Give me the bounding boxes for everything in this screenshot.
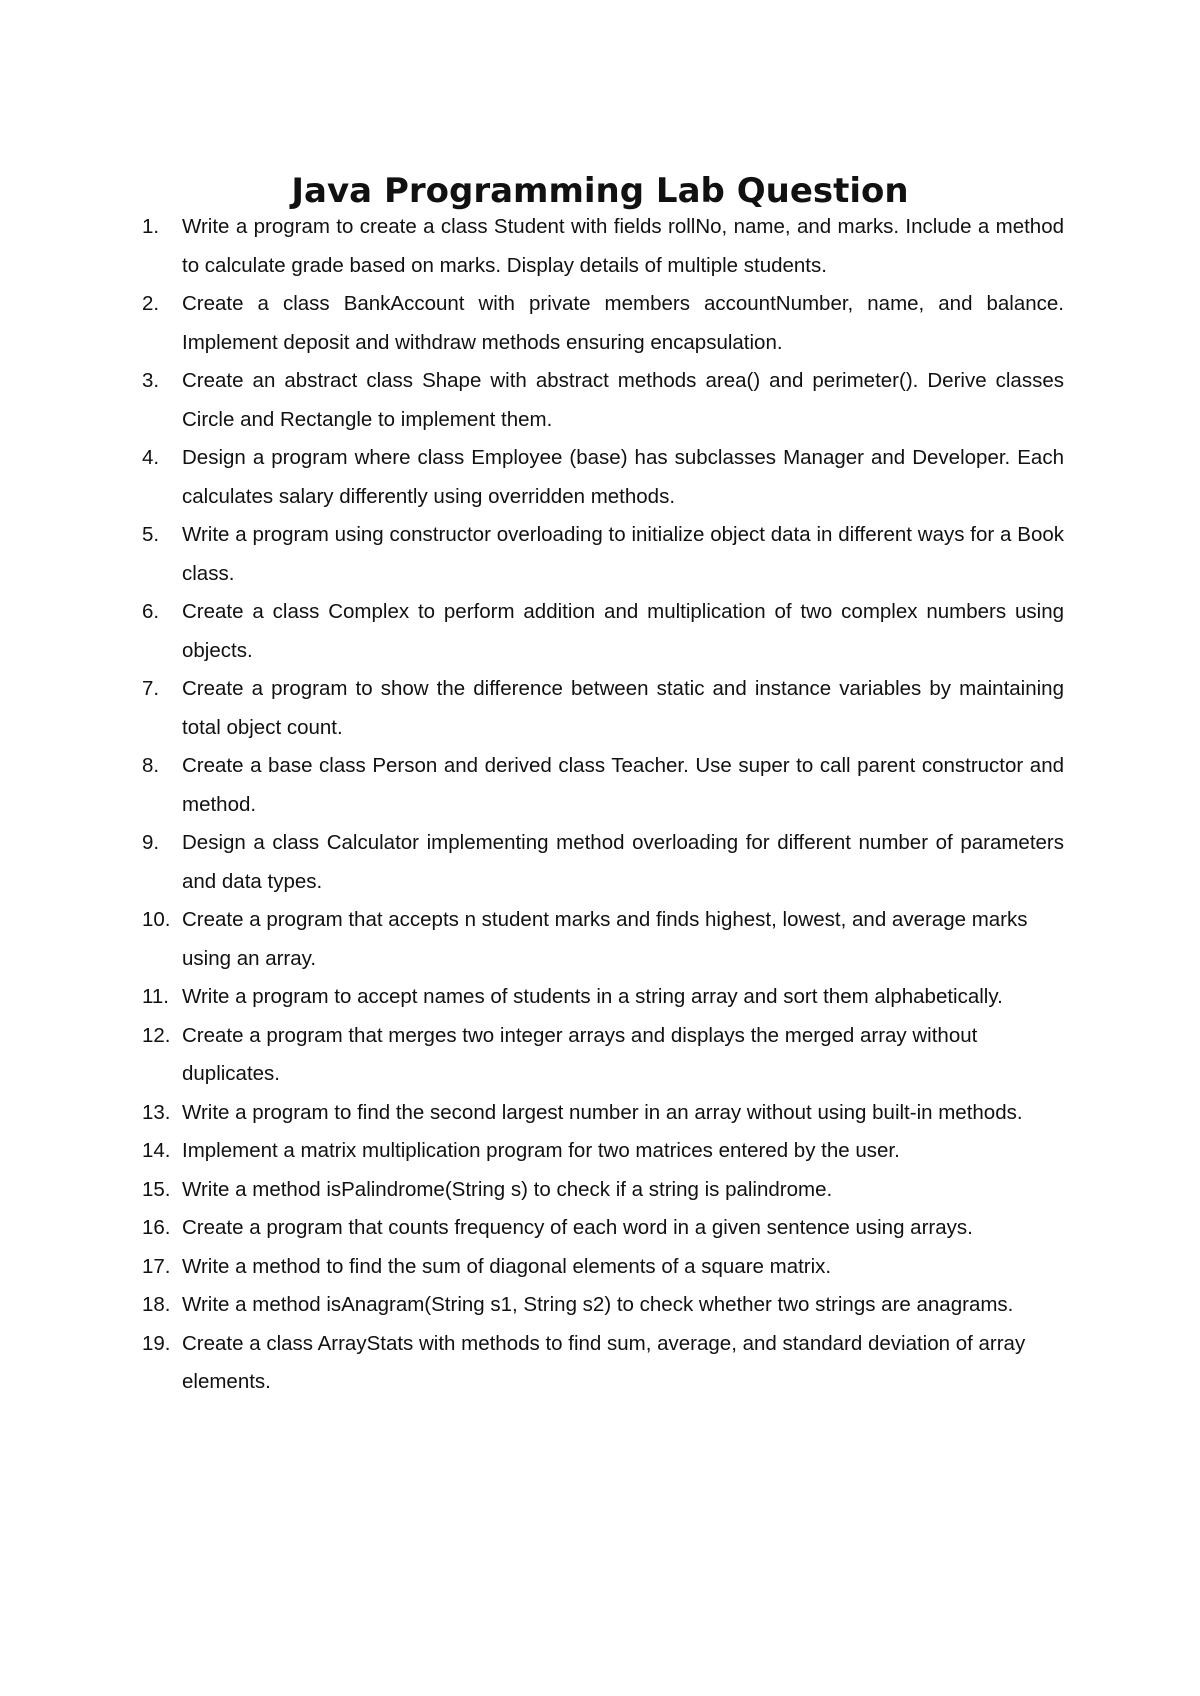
question-item — [142, 1325, 1064, 1402]
question-item — [142, 824, 1064, 901]
question-number: 11. — [142, 985, 169, 1008]
question-text: Write a method isPalindrome(String s) to check if a string is palindrome. — [182, 1177, 833, 1201]
question-text: Design a class Calculator implementing method overloading for different number of parameters and data types. — [182, 831, 1064, 893]
question-number: 13. — [142, 1100, 171, 1124]
question-number: 17. — [142, 1254, 171, 1278]
page-title: Java Programming Lab Question — [291, 170, 909, 211]
question-list — [142, 208, 1064, 1402]
question-text: Create a program that merges two integer arrays and displays the merged array without duplicates. — [182, 1023, 978, 1085]
question-item — [142, 1286, 1064, 1325]
question-number: 14. — [142, 1139, 171, 1162]
question-text: Implement a matrix multiplication program for two matrices entered by the user. — [182, 1139, 900, 1162]
question-text: Create a base class Person and derived class Teacher. Use super to call parent constructor and method. — [182, 754, 1064, 816]
question-text: Create a class BankAccount with private members accountNumber, name, and balance. Implement deposit and withdraw methods ensuring encapsulation. — [182, 292, 1064, 354]
question-item — [142, 1248, 1064, 1287]
question-number: 2. — [142, 292, 160, 315]
question-item — [142, 1132, 1064, 1171]
question-item — [142, 516, 1064, 593]
question-item — [142, 747, 1064, 824]
question-number: 12. — [142, 1023, 171, 1047]
question-number: 4. — [142, 446, 160, 469]
question-item — [142, 1094, 1064, 1133]
question-number: 15. — [142, 1177, 171, 1201]
question-text: Create a program that accepts n student marks and finds highest, lowest, and average marks using an array. — [182, 908, 1028, 970]
question-text: Write a program to create a class Student with fields rollNo, name, and marks. Include a method to calculate grade based on marks. Display details of multiple students. — [182, 215, 1064, 277]
question-item — [142, 978, 1064, 1017]
question-number: 19. — [142, 1331, 171, 1355]
question-text: Create a class ArrayStats with methods to find sum, average, and standard deviation of array elements. — [182, 1331, 1026, 1393]
question-text: Create an abstract class Shape with abstract methods area() and perimeter(). Derive classes Circle and Rectangle to implement them. — [182, 369, 1064, 431]
question-text: Write a program to find the second largest number in an array without using built-in methods. — [182, 1100, 1023, 1124]
question-text: Design a program where class Employee (base) has subclasses Manager and Developer. Each calculates salary differently using overridden methods. — [182, 446, 1064, 508]
question-item — [142, 901, 1064, 978]
question-item — [142, 208, 1064, 285]
question-item — [142, 593, 1064, 670]
question-item — [142, 285, 1064, 362]
question-number: 10. — [142, 908, 171, 931]
question-number: 3. — [142, 369, 160, 392]
question-number: 6. — [142, 600, 160, 623]
question-text: Create a class Complex to perform addition and multiplication of two complex numbers using objects. — [182, 600, 1064, 662]
question-number: 1. — [142, 215, 160, 238]
question-number: 8. — [142, 754, 160, 777]
question-number: 18. — [142, 1293, 171, 1316]
question-number: 7. — [142, 677, 160, 700]
question-text: Write a method to find the sum of diagonal elements of a square matrix. — [182, 1254, 832, 1278]
question-item — [142, 1209, 1064, 1248]
question-text: Create a program to show the difference between static and instance variables by maintaining total object count. — [182, 677, 1064, 739]
question-number: 9. — [142, 831, 160, 854]
question-number: 16. — [142, 1216, 171, 1239]
question-text: Write a program to accept names of students in a string array and sort them alphabetically. — [182, 985, 1003, 1008]
question-item — [142, 439, 1064, 516]
question-text: Create a program that counts frequency of each word in a given sentence using arrays. — [182, 1216, 973, 1239]
question-number: 5. — [142, 523, 160, 546]
question-item — [142, 1017, 1064, 1094]
question-item — [142, 362, 1064, 439]
question-text: Write a program using constructor overloading to initialize object data in different ways for a Book class. — [182, 523, 1064, 585]
question-item — [142, 670, 1064, 747]
question-item — [142, 1171, 1064, 1210]
question-text: Write a method isAnagram(String s1, String s2) to check whether two strings are anagrams. — [182, 1293, 1014, 1316]
